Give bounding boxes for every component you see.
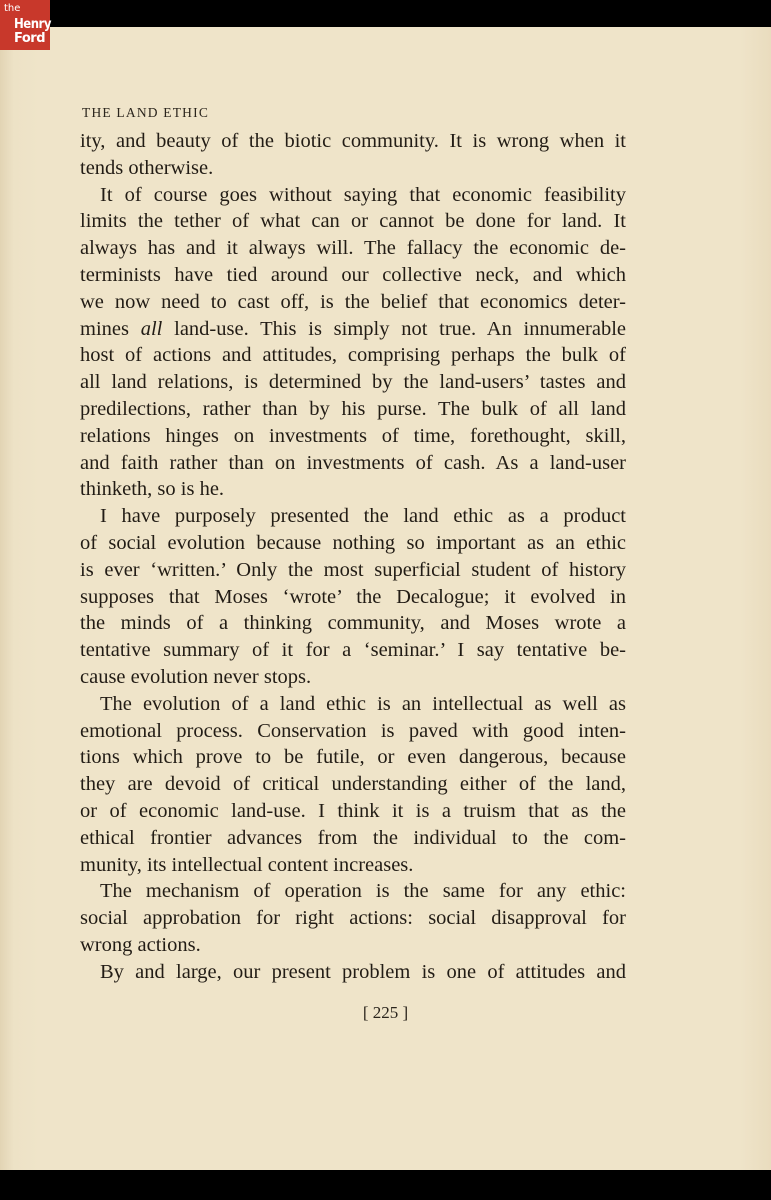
running-head: THE LAND ETHIC (82, 105, 210, 120)
line-rest: land-use. This is simply not true. An innumerable (174, 317, 627, 340)
text-line: emotional process. Conservation is paved with good inten- (80, 719, 626, 742)
logo-henry: Henry (14, 17, 51, 32)
text-line: predilections, rather than by his purse. The bulk of all land (80, 397, 626, 420)
text-line: tions which prove to be futile, or even dangerous, because (80, 746, 626, 769)
text-line: we now need to cast off, is the belief that economics deter- (80, 290, 626, 313)
text-line: cause evolution never stops. (80, 665, 312, 688)
text-line: The mechanism of operation is the same for any ethic: (100, 880, 626, 903)
text-line: of social evolution because nothing so important as an ethic (80, 531, 626, 554)
italic-all: all (140, 317, 163, 340)
text-line: they are devoid of critical understanding either of the land, (80, 773, 626, 796)
text-line: By and large, our present problem is one of attitudes and (100, 960, 626, 983)
text-line: or of economic land-use. I think it is a truism that as the (80, 799, 626, 822)
text-line: the minds of a thinking community, and Moses wrote a (80, 612, 626, 635)
logo-ford: Ford (14, 31, 46, 46)
text-line: and faith rather than on investments of cash. As a land-user (80, 451, 626, 474)
text-line: is ever ‘written.’ Only the most superficial student of history (80, 558, 626, 581)
text-line: ity, and beauty of the biotic community. It is wrong when it (80, 130, 626, 152)
text-line: host of actions and attitudes, comprising perhaps the bulk of (80, 344, 626, 367)
text-line: all land relations, is determined by the land-users’ tastes and (80, 371, 626, 394)
text-line: munity, its intellectual content increases. (80, 853, 414, 876)
text-line: I have purposely presented the land ethic as a product (100, 505, 626, 528)
text-line: It of course goes without saying that economic feasibility (100, 183, 626, 206)
text-line: relations hinges on investments of time, forethought, skill, (80, 424, 626, 447)
text-line: tentative summary of it for a ‘seminar.’ I say tentative be- (80, 639, 626, 662)
text-line: wrong actions. (80, 933, 201, 956)
line-prefix: mines (80, 317, 129, 340)
text-line: thinketh, so is he. (80, 478, 225, 501)
text-line: always has and it always will. The fallacy the economic de- (80, 237, 626, 260)
henry-ford-logo (0, 0, 50, 50)
text-line: social approbation for right actions: social disapproval for (80, 907, 626, 930)
text-line: ethical frontier advances from the individual to the com- (80, 826, 626, 849)
body-text (80, 128, 626, 986)
text-line: tends otherwise. (80, 156, 214, 179)
text-line: supposes that Moses ‘wrote’ the Decalogue; it evolved in (80, 585, 626, 608)
text-line: The evolution of a land ethic is an intellectual as well as (100, 692, 626, 715)
page-number: [ 225 ] (362, 1003, 409, 1022)
text-line: terminists have tied around our collective neck, and which (80, 263, 626, 286)
text-line (80, 316, 626, 343)
logo-the: the (4, 3, 21, 14)
text-line: limits the tether of what can or cannot be done for land. It (80, 210, 626, 233)
